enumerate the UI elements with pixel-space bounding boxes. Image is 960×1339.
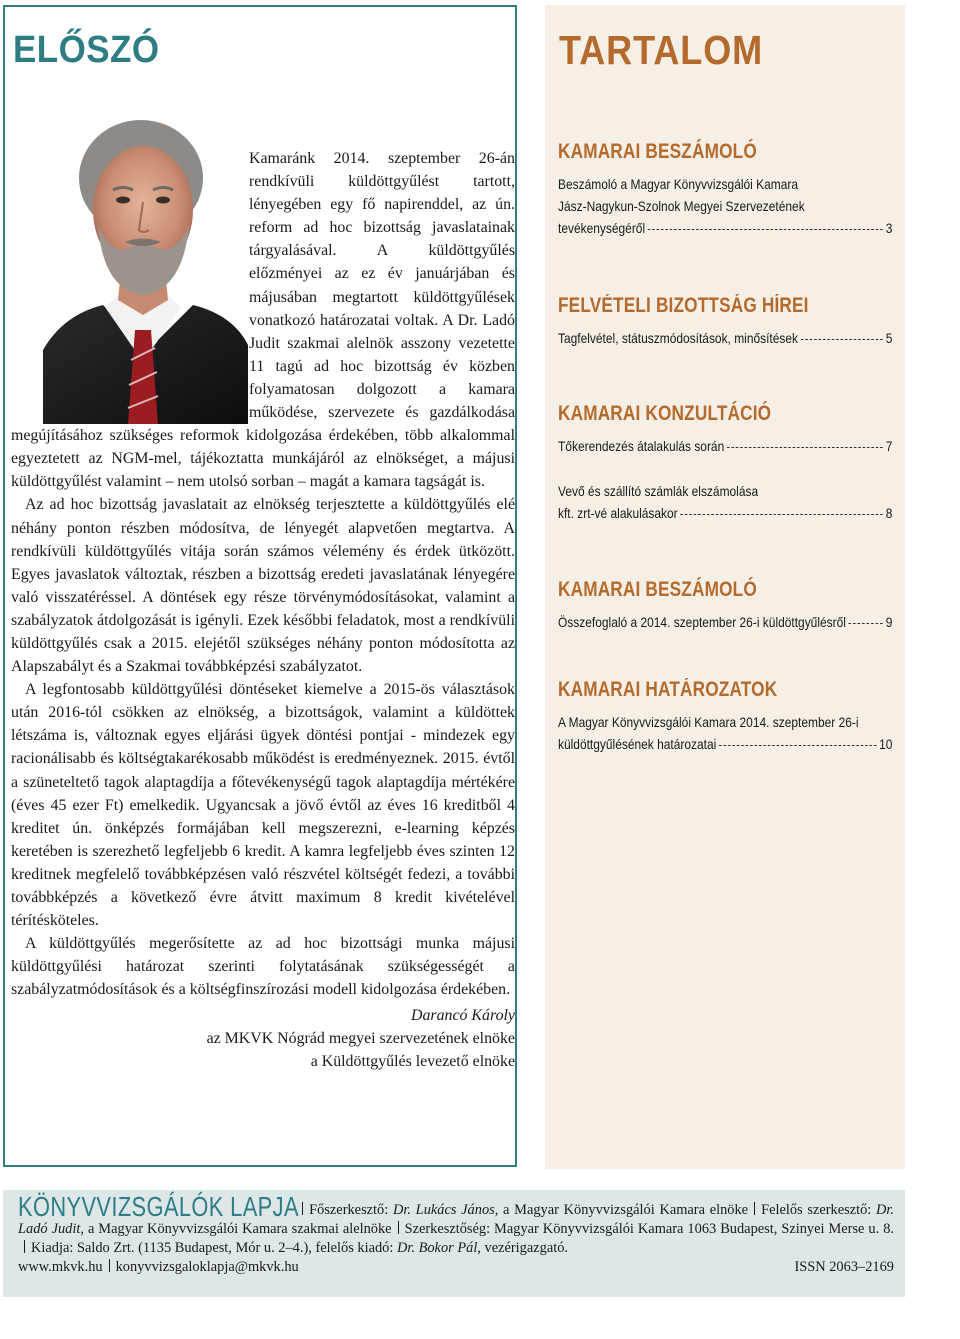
email-link[interactable]: konyvvizsgaloklapja@mkvk.hu [115, 1259, 299, 1275]
foreword-paragraph: A legfontosabb küldöttgyűlési döntéseket kiemelve a 2015-ös választások után 2016-tól csökken az elnökség, a bizottságok, valamint a küldöttek létszáma is, változnak egyes eljárási ügyek döntési pontjai - mindezek egy racionálisabb és költségtakarékosabb működést is eredményeznek. 2015. évtől a szüneteltető tagok alaptagdíja a főtevékenységű tagok alaptagdíja mértékére (éves 45 ezer Ft) emelkedik. Ugyancsak a jövő évtől az éves 16 kreditből 4 kreditet ún. önképzés formájában kell megszerezni, e-learning képzés keretében is szerezhető legfeljebb 6 kredit. A kamra legfeljebb éves szinten 12 kreditnek megfelelő továbbképzésen való részvétel költségét fedezi, a további továbbképzés a következő évre átvitt maximum 8 kredit kivételével térítésköteles. [11, 681, 515, 930]
toc-page-number: 10 [879, 737, 893, 752]
separator [754, 1202, 755, 1215]
foreword-paragraph: Kamaránk 2014. szeptember 26-án rendkívüli küldöttgyűlést tartott, lényegében egy fő napirenddel, az ún. reform ad hoc bizottság javaslatainak tárgyalásával. A küldöttgyűlés előzményei az ez év januárjában és májusában megtartott küldöttgyűlések vonatkozó határozatai voltak. A Dr. Ladó Judit szakmai alelnök asszony vezetette 11 tagú ad hoc bizottság év közben folyamatosan dolgozott a kamara működése, szervezete és gazdálkodása megújításához szükséges reformok kidolgozása érdekében, több alkalommal egyeztetett az NGM-mel, tájékoztatta munkájáról az elnökséget, a májusi küldöttgyűlést valamint – nem utolsó sorban – magát a kamara tagságát is. [11, 150, 515, 491]
toc-entry-link[interactable] [558, 734, 892, 756]
signature-role: a Küldöttgyűlés levezető elnöke [310, 1053, 515, 1071]
toc-text: A Magyar Könyvvizsgálói Kamara 2014. szeptember 26-i [558, 715, 859, 730]
toc-entry-title: kft. zrt-vé alakulásakor [558, 506, 678, 521]
editor-role: , a Magyar Könyvvizsgálói Kamara elnöke [494, 1202, 749, 1218]
toc-entry-title: küldöttgyűlésének határozatai [558, 737, 717, 752]
journal-name: KÖNYVVIZSGÁLÓK LAPJA [18, 1191, 299, 1222]
website-link[interactable]: www.mkvk.hu [18, 1259, 103, 1275]
toc-entry-title: Tagfelvétel, státuszmódosítások, minősítések [558, 331, 799, 346]
editor-label: Főszerkesztő: [309, 1202, 389, 1218]
publisher-name: Dr. Bokor Pál [396, 1240, 478, 1256]
toc-section [558, 678, 892, 756]
toc-heading: FELVÉTELI BIZOTTSÁG HÍREI [558, 294, 809, 317]
foreword-paragraph: Az ad hoc bizottság javaslatait az elnökség terjesztette a küldöttgyűlés elé néhány ponton részben módosítva, de lényegét alapvetően megtartva. A rendkívüli küldöttgyűlés vitája során számos vélemény és érdek ütközött. Egyes javaslatok változtak, részben a bizottság eredeti javaslatának lényegére való visszatéréssel. A döntések egy része törvénymódosításokat, valamint a szabályzatok átdolgozását is igényli. Ezek későbbi feladatok, most a rendkívüli küldöttgyűlés csak a 2015. elejétől szükséges néhány ponton módosította az Alapszabályt és a Szakmai továbbképzési szabályzatot. [11, 496, 515, 676]
toc-entry-link[interactable] [558, 612, 892, 634]
toc-leader [680, 514, 883, 515]
toc-leader [801, 339, 883, 340]
foreword-title: ELŐSZÓ [13, 29, 160, 71]
editorial-office: Szerkesztőség: Magyar Könyvvizsgálói Kamara 1063 Budapest, Szinyei Merse u. 8. [404, 1221, 894, 1237]
foreword-section [3, 5, 517, 1167]
impressum-footer [3, 1190, 905, 1297]
toc-section [558, 481, 892, 525]
separator [24, 1240, 25, 1253]
toc-entry-link[interactable] [558, 503, 892, 525]
toc-page-number: 5 [885, 331, 893, 346]
toc-entry-title: Összefoglaló a 2014. szeptember 26-i küldöttgyűlésről [558, 615, 846, 630]
toc-page-number: 8 [885, 506, 893, 521]
toc-text: Vevő és szállító számlák elszámolása [558, 484, 759, 499]
signature-role: az MKVK Nógrád megyei szervezetének elnöke [206, 1030, 515, 1048]
publisher-role: , vezérigazgató. [477, 1240, 569, 1256]
toc-leader [719, 745, 877, 746]
toc-entry-link[interactable] [558, 436, 892, 458]
issn: ISSN 2063–2169 [794, 1259, 894, 1275]
toc-page-number: 9 [885, 615, 893, 630]
toc-heading: KAMARAI BESZÁMOLÓ [558, 578, 757, 601]
separator [109, 1259, 110, 1272]
toc-heading: KAMARAI BESZÁMOLÓ [558, 140, 757, 163]
resp-editor-label: Felelős szerkesztő: [761, 1202, 872, 1218]
toc-text: Beszámoló a Magyar Könyvvizsgálói Kamara [558, 177, 799, 192]
toc-entry-title: Tőkerendezés átalakulás során [558, 439, 725, 454]
toc-entry-title: tevékenységéről [558, 221, 646, 236]
contents-title: TARTALOM [559, 27, 764, 73]
toc-leader [849, 623, 884, 624]
impressum-text [18, 1191, 894, 1277]
separator [398, 1221, 399, 1234]
toc-heading: KAMARAI HATÁROZATOK [558, 678, 778, 701]
toc-page-number: 7 [885, 439, 893, 454]
contents-panel [545, 5, 905, 1169]
toc-section [558, 402, 892, 458]
toc-leader [648, 229, 883, 230]
editor-name: Dr. Lukács János [392, 1202, 495, 1218]
resp-editor-name: Dr. Ladó Judit [18, 1202, 894, 1237]
toc-page-number: 3 [885, 221, 893, 236]
toc-section [558, 294, 892, 350]
foreword-body [11, 147, 515, 1073]
toc-text: Jász-Nagykun-Szolnok Megyei Szervezetének [558, 199, 805, 214]
signature-block [11, 1004, 515, 1073]
footer-contact-row [18, 1258, 894, 1277]
toc-leader [727, 447, 883, 448]
toc-heading: KAMARAI KONZULTÁCIÓ [558, 402, 772, 425]
signature-name: Darancó Károly [410, 1007, 515, 1025]
publisher: Kiadja: Saldo Zrt. (1135 Budapest, Mór u. 2–4.), felelős kiadó: [31, 1240, 394, 1256]
separator [302, 1202, 303, 1215]
toc-entry-link[interactable] [558, 218, 892, 240]
portrait-spacer [11, 147, 249, 414]
toc-entry-link[interactable] [558, 328, 892, 350]
toc-section [558, 578, 892, 634]
resp-editor-role: , a Magyar Könyvvizsgálói Kamara szakmai alelnöke [80, 1221, 392, 1237]
foreword-paragraph: A küldöttgyűlés megerősítette az ad hoc bizottsági munka májusi küldöttgyűlési határozat szerinti folytatásának szükségességét a szabályzatmódosítások és a költségfinszírozási modell kidolgozása érdekében. [11, 935, 515, 999]
toc-section [558, 140, 892, 240]
